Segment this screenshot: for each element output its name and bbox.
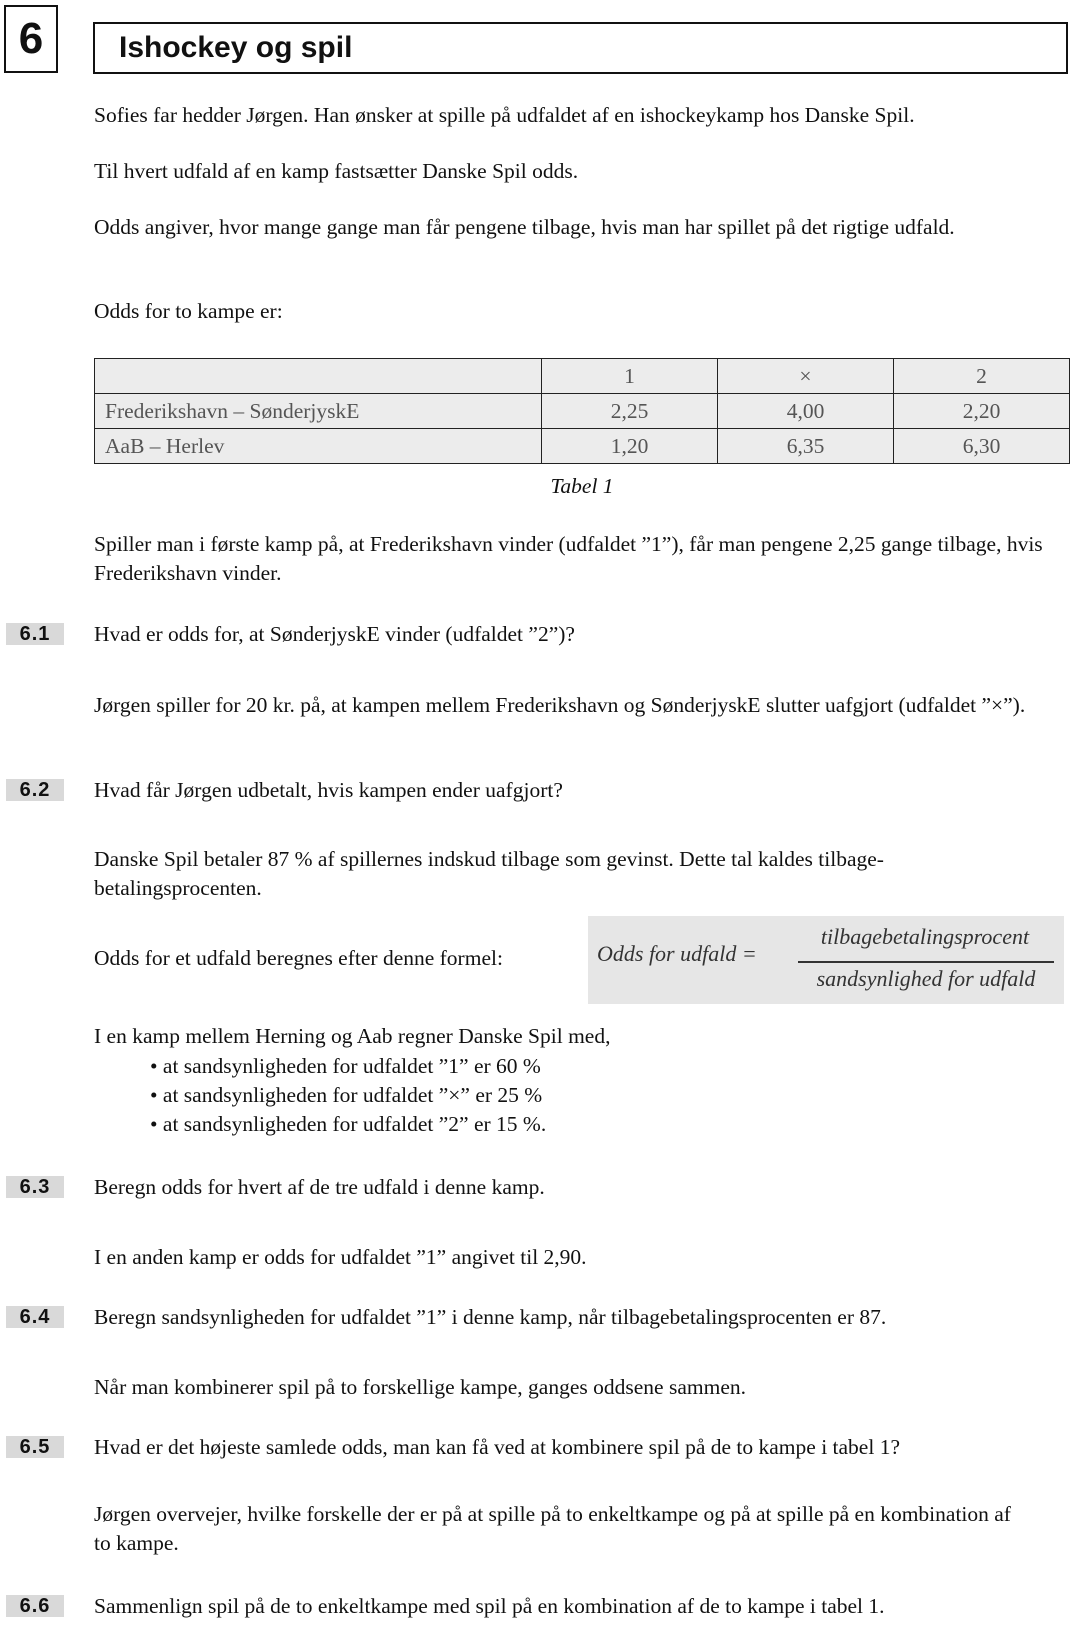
body-paragraph: Når man kombinerer spil på to forskellige kampe, ganges oddsene sammen. [94, 1375, 746, 1399]
body-paragraph: Danske Spil betaler 87 % af spillernes indskud tilbage som gevinst. Dette tal kaldes tilbagebetalingsprocenten. [94, 847, 884, 900]
formula-numerator: tilbagebetalingsprocent [820, 924, 1030, 949]
question-text: Hvad er odds for, at SønderjyskE vinder (udfaldet ”2”)? [94, 622, 575, 646]
question-label: 6.3 [6, 1176, 64, 1198]
table-header-cell: 2 [894, 359, 1070, 394]
body-paragraph: Spiller man i første kamp på, at Frederikshavn vinder (udfaldet ”1”), får man pengene 2,25 gange tilbage, hvis Frederikshavn vinder. [94, 532, 1043, 585]
question-text: Hvad får Jørgen udbetalt, hvis kampen ender uafgjort? [94, 778, 563, 802]
table-caption: Tabel 1 [550, 474, 614, 498]
question-label: 6.1 [6, 623, 64, 645]
table-cell-odds: 6,30 [894, 429, 1070, 464]
task-title: Ishockey og spil [93, 22, 1068, 74]
question-text: Beregn sandsynligheden for udfaldet ”1” i denne kamp, når tilbagebetalingsprocenten er 87. [94, 1305, 887, 1329]
bullet-list [150, 1052, 546, 1139]
table-header-cell: 1 [542, 359, 718, 394]
body-paragraph: Jørgen spiller for 20 kr. på, at kampen mellem Frederikshavn og SønderjyskE slutter uafgjort (udfaldet ”×”). [94, 693, 1026, 717]
table-header-cell: × [718, 359, 894, 394]
table-row [95, 429, 1070, 464]
intro-paragraph: Til hvert udfald af en kamp fastsætter Danske Spil odds. [94, 159, 579, 183]
question-label: 6.2 [6, 779, 64, 801]
formula-intro: Odds for et udfald beregnes efter denne formel: [94, 946, 503, 970]
formula-lhs: Odds for udfald = [597, 941, 757, 966]
table-header-cell [95, 359, 542, 394]
list-item: • at sandsynligheden for udfaldet ”2” er 15 %. [150, 1110, 546, 1139]
question-label: 6.6 [6, 1595, 64, 1617]
intro-paragraph: Odds angiver, hvor mange gange man får pengene tilbage, hvis man har spillet på det rigtige udfald. [94, 215, 955, 239]
table-cell-odds: 2,25 [542, 394, 718, 429]
question-text: Beregn odds for hvert af de tre udfald i denne kamp. [94, 1175, 545, 1199]
question-label: 6.4 [6, 1306, 64, 1328]
question-text: Sammenlign spil på de to enkeltkampe med spil på en kombination af de to kampe i tabel 1. [94, 1594, 885, 1618]
table-header-row [95, 359, 1070, 394]
list-item: • at sandsynligheden for udfaldet ”1” er 60 % [150, 1052, 546, 1081]
table-cell-odds: 1,20 [542, 429, 718, 464]
fraction-bar [798, 961, 1054, 963]
table-row [95, 394, 1070, 429]
question-text: Hvad er det højeste samlede odds, man kan få ved at kombinere spil på de to kampe i tabel 1? [94, 1435, 900, 1459]
table-cell-odds: 6,35 [718, 429, 894, 464]
intro-paragraph: Odds for to kampe er: [94, 299, 283, 323]
odds-table [94, 358, 1070, 464]
question-label: 6.5 [6, 1436, 64, 1458]
table-cell-odds: 2,20 [894, 394, 1070, 429]
intro-paragraph: Sofies far hedder Jørgen. Han ønsker at spille på udfaldet af en ishockeykamp hos Danske Spil. [94, 103, 915, 127]
task-number: 6 [4, 5, 58, 73]
body-paragraph: I en anden kamp er odds for udfaldet ”1” angivet til 2,90. [94, 1245, 587, 1269]
list-item: • at sandsynligheden for udfaldet ”×” er 25 % [150, 1081, 546, 1110]
body-paragraph: Jørgen overvejer, hvilke forskelle der er på at spille på to enkeltkampe og på at spille på en kombination af to kampe. [94, 1502, 1011, 1555]
table-cell-odds: 4,00 [718, 394, 894, 429]
table-cell-match: Frederikshavn – SønderjyskE [95, 394, 542, 429]
table-cell-match: AaB – Herlev [95, 429, 542, 464]
body-paragraph: I en kamp mellem Herning og Aab regner Danske Spil med, [94, 1024, 611, 1048]
formula-denominator: sandsynlighed for udfald [816, 966, 1036, 991]
